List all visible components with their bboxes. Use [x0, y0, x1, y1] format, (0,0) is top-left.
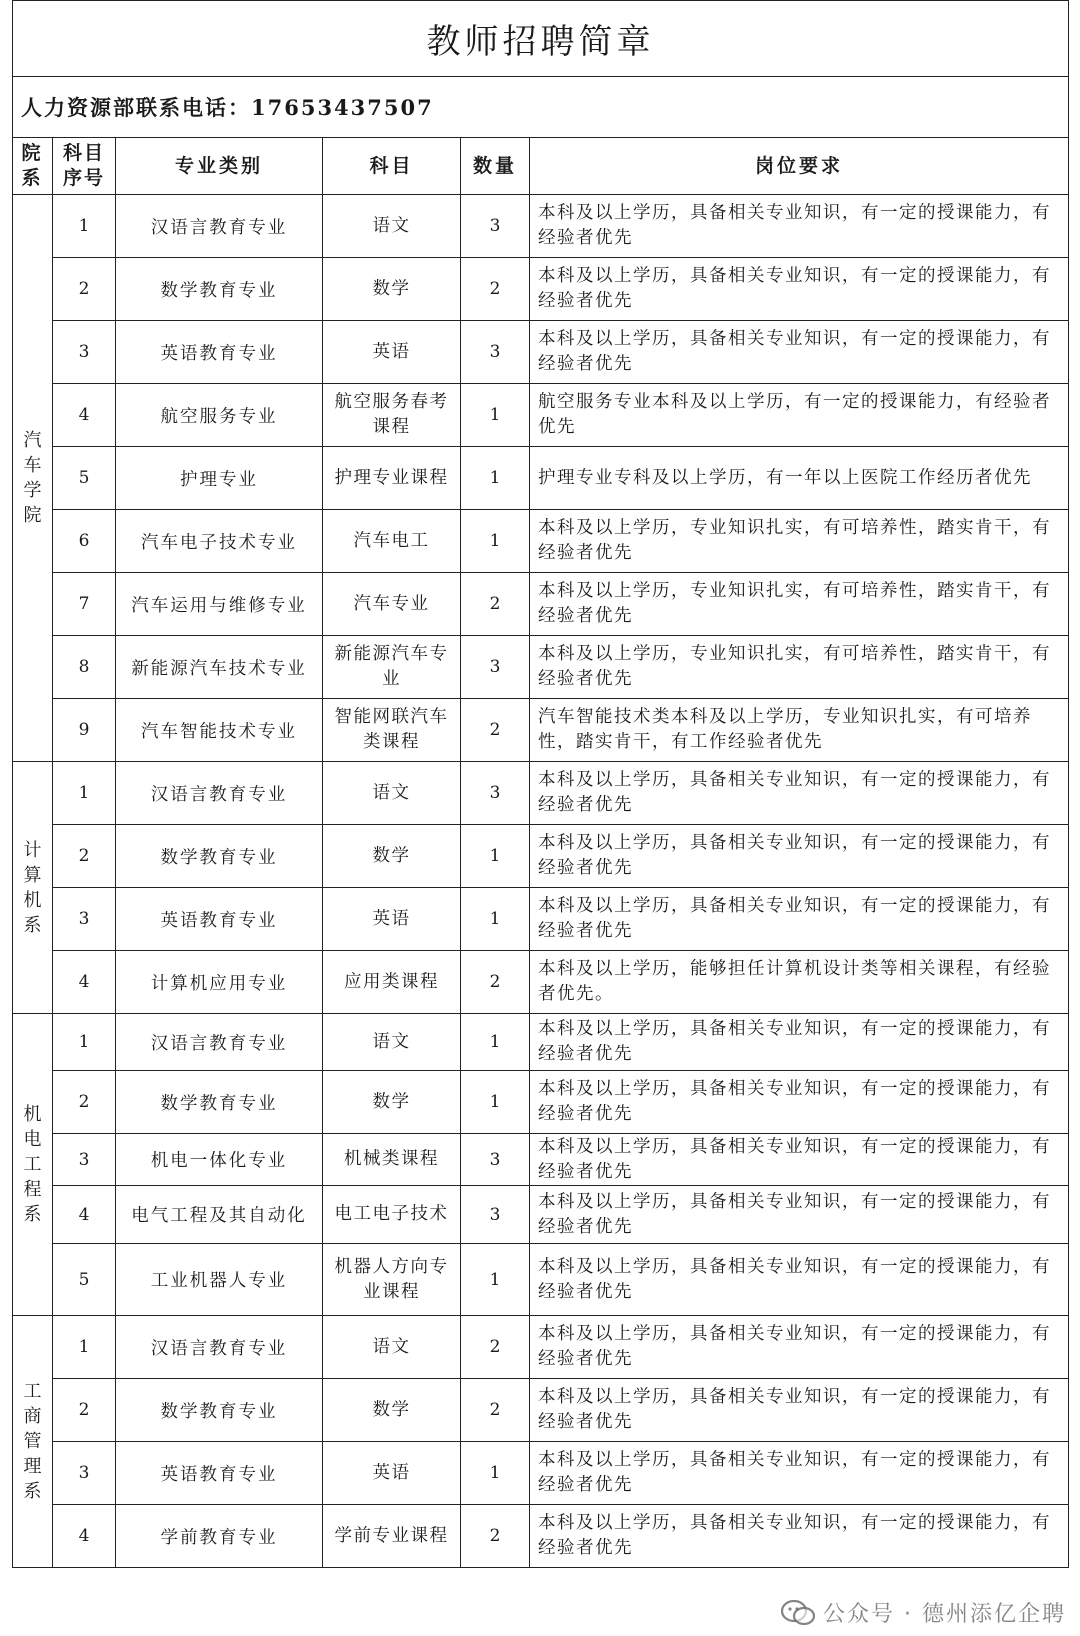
position-requirement: 本科及以上学历，具备相关专业知识，有一定的授课能力，有经验者优先 [530, 195, 1069, 258]
table-row [13, 636, 1069, 699]
position-requirement: 航空服务专业本科及以上学历，有一定的授课能力，有经验者优先 [530, 384, 1069, 447]
position-count: 1 [461, 825, 530, 888]
position-count: 1 [461, 1244, 530, 1316]
subject-number: 5 [53, 1244, 116, 1316]
position-count: 3 [461, 321, 530, 384]
subject-name: 汽车专业 [323, 573, 461, 636]
position-requirement: 本科及以上学历，具备相关专业知识，有一定的授课能力，有经验者优先 [530, 762, 1069, 825]
table-row [13, 1505, 1069, 1568]
header-requirement: 岗位要求 [530, 138, 1069, 195]
table-header-row [13, 138, 1069, 195]
major-category: 汉语言教育专业 [116, 195, 323, 258]
table-row [13, 1186, 1069, 1244]
position-requirement: 汽车智能技术类本科及以上学历，专业知识扎实，有可培养性，踏实肯干，有工作经验者优先 [530, 699, 1069, 762]
table-row [13, 888, 1069, 951]
department-name: 机电工程系 [23, 1104, 42, 1225]
position-count: 2 [461, 1505, 530, 1568]
subject-number: 2 [53, 1071, 116, 1134]
position-requirement: 本科及以上学历，具备相关专业知识，有一定的授课能力，有经验者优先 [530, 258, 1069, 321]
position-requirement: 本科及以上学历，具备相关专业知识，有一定的授课能力，有经验者优先 [530, 1316, 1069, 1379]
subject-name: 航空服务春考课程 [323, 384, 461, 447]
recruitment-table [12, 0, 1069, 1568]
position-count: 1 [461, 510, 530, 573]
position-requirement: 本科及以上学历，具备相关专业知识，有一定的授课能力，有经验者优先 [530, 1134, 1069, 1186]
header-dept [13, 138, 53, 195]
table-row [13, 573, 1069, 636]
table-row [13, 1134, 1069, 1186]
position-count: 2 [461, 258, 530, 321]
position-requirement: 护理专业专科及以上学历，有一年以上医院工作经历者优先 [530, 447, 1069, 510]
major-category: 护理专业 [116, 447, 323, 510]
subject-name: 护理专业课程 [323, 447, 461, 510]
table-row [13, 447, 1069, 510]
subject-number: 4 [53, 1505, 116, 1568]
table-row [13, 1316, 1069, 1379]
major-category: 汽车运用与维修专业 [116, 573, 323, 636]
subject-number: 3 [53, 1134, 116, 1186]
position-requirement: 本科及以上学历，具备相关专业知识，有一定的授课能力，有经验者优先 [530, 321, 1069, 384]
position-count: 3 [461, 1134, 530, 1186]
position-count: 3 [461, 762, 530, 825]
header-dept-label: 院系 [21, 142, 44, 189]
major-category: 计算机应用专业 [116, 951, 323, 1014]
subject-name: 新能源汽车专业 [323, 636, 461, 699]
major-category: 电气工程及其自动化 [116, 1186, 323, 1244]
position-count: 3 [461, 636, 530, 699]
major-category: 数学教育专业 [116, 825, 323, 888]
position-requirement: 本科及以上学历，具备相关专业知识，有一定的授课能力，有经验者优先 [530, 1379, 1069, 1442]
table-row [13, 1442, 1069, 1505]
header-count: 数量 [461, 138, 530, 195]
position-count: 3 [461, 1186, 530, 1244]
position-count: 2 [461, 1316, 530, 1379]
watermark [781, 1597, 1066, 1628]
subject-number: 1 [53, 195, 116, 258]
recruitment-sheet [12, 0, 1068, 1568]
subject-number: 9 [53, 699, 116, 762]
position-requirement: 本科及以上学历，具备相关专业知识，有一定的授课能力，有经验者优先 [530, 1442, 1069, 1505]
position-count: 3 [461, 195, 530, 258]
subject-number: 4 [53, 951, 116, 1014]
major-category: 英语教育专业 [116, 1442, 323, 1505]
position-requirement: 本科及以上学历，具备相关专业知识，有一定的授课能力，有经验者优先 [530, 888, 1069, 951]
wechat-icon [781, 1599, 815, 1627]
subject-name: 机器人方向专业课程 [323, 1244, 461, 1316]
table-row [13, 1244, 1069, 1316]
position-count: 1 [461, 1071, 530, 1134]
position-requirement: 本科及以上学历，专业知识扎实，有可培养性，踏实肯干，有经验者优先 [530, 573, 1069, 636]
subject-name: 汽车电工 [323, 510, 461, 573]
major-category: 新能源汽车技术专业 [116, 636, 323, 699]
department-name: 计算机系 [23, 839, 42, 936]
subject-name: 英语 [323, 1442, 461, 1505]
subject-name: 智能网联汽车类课程 [323, 699, 461, 762]
watermark-text: 公众号 · 德州添亿企聘 [823, 1602, 1066, 1627]
subject-number: 4 [53, 1186, 116, 1244]
subject-number: 2 [53, 1379, 116, 1442]
subject-number: 6 [53, 510, 116, 573]
subject-number: 4 [53, 384, 116, 447]
subject-number: 2 [53, 258, 116, 321]
subject-number: 3 [53, 321, 116, 384]
subject-number: 1 [53, 1014, 116, 1071]
major-category: 工业机器人专业 [116, 1244, 323, 1316]
major-category: 汽车智能技术专业 [116, 699, 323, 762]
subject-number: 2 [53, 825, 116, 888]
subject-name: 语文 [323, 1014, 461, 1071]
position-count: 1 [461, 384, 530, 447]
subject-name: 学前专业课程 [323, 1505, 461, 1568]
table-row [13, 825, 1069, 888]
subject-name: 语文 [323, 195, 461, 258]
subject-name: 英语 [323, 321, 461, 384]
department-cell [13, 1014, 53, 1316]
position-count: 1 [461, 447, 530, 510]
position-requirement: 本科及以上学历，具备相关专业知识，有一定的授课能力，有经验者优先 [530, 1014, 1069, 1071]
header-subject: 科目 [323, 138, 461, 195]
subject-number: 3 [53, 1442, 116, 1505]
table-row [13, 1071, 1069, 1134]
position-count: 2 [461, 573, 530, 636]
major-category: 汽车电子技术专业 [116, 510, 323, 573]
position-requirement: 本科及以上学历，具备相关专业知识，有一定的授课能力，有经验者优先 [530, 1186, 1069, 1244]
major-category: 学前教育专业 [116, 1505, 323, 1568]
major-category: 航空服务专业 [116, 384, 323, 447]
major-category: 汉语言教育专业 [116, 1316, 323, 1379]
subject-number: 8 [53, 636, 116, 699]
subject-name: 数学 [323, 825, 461, 888]
major-category: 数学教育专业 [116, 1071, 323, 1134]
subject-number: 1 [53, 762, 116, 825]
subject-name: 语文 [323, 1316, 461, 1379]
major-category: 机电一体化专业 [116, 1134, 323, 1186]
table-row [13, 321, 1069, 384]
major-category: 汉语言教育专业 [116, 1014, 323, 1071]
position-requirement: 本科及以上学历，具备相关专业知识，有一定的授课能力，有经验者优先 [530, 1505, 1069, 1568]
subject-name: 数学 [323, 258, 461, 321]
table-row [13, 762, 1069, 825]
subject-name: 数学 [323, 1379, 461, 1442]
subject-name: 应用类课程 [323, 951, 461, 1014]
position-count: 1 [461, 1014, 530, 1071]
position-requirement: 本科及以上学历，专业知识扎实，有可培养性，踏实肯干，有经验者优先 [530, 510, 1069, 573]
position-requirement: 本科及以上学历，专业知识扎实，有可培养性，踏实肯干，有经验者优先 [530, 636, 1069, 699]
subject-name: 语文 [323, 762, 461, 825]
page-title: 教师招聘简章 [13, 1, 1069, 77]
department-name: 汽车学院 [23, 430, 42, 526]
department-cell [13, 762, 53, 1014]
table-row [13, 1014, 1069, 1071]
subject-name: 机械类课程 [323, 1134, 461, 1186]
table-row [13, 951, 1069, 1014]
table-row [13, 384, 1069, 447]
major-category: 英语教育专业 [116, 888, 323, 951]
major-category: 英语教育专业 [116, 321, 323, 384]
position-count: 2 [461, 1379, 530, 1442]
position-count: 1 [461, 888, 530, 951]
department-name: 工商管理系 [23, 1381, 42, 1502]
position-count: 1 [461, 1442, 530, 1505]
subject-name: 电工电子技术 [323, 1186, 461, 1244]
header-no-label: 科目序号 [62, 142, 105, 189]
major-category: 数学教育专业 [116, 258, 323, 321]
major-category: 汉语言教育专业 [116, 762, 323, 825]
table-row [13, 195, 1069, 258]
table-row [13, 510, 1069, 573]
position-requirement: 本科及以上学历，能够担任计算机设计类等相关课程，有经验者优先。 [530, 951, 1069, 1014]
header-major: 专业类别 [116, 138, 323, 195]
position-count: 2 [461, 951, 530, 1014]
department-cell [13, 195, 53, 762]
subject-number: 3 [53, 888, 116, 951]
table-row [13, 258, 1069, 321]
subject-number: 5 [53, 447, 116, 510]
contact-phone: 人力资源部联系电话：17653437507 [13, 77, 1069, 138]
table-row [13, 699, 1069, 762]
position-count: 2 [461, 699, 530, 762]
major-category: 数学教育专业 [116, 1379, 323, 1442]
position-requirement: 本科及以上学历，具备相关专业知识，有一定的授课能力，有经验者优先 [530, 1071, 1069, 1134]
position-requirement: 本科及以上学历，具备相关专业知识，有一定的授课能力，有经验者优先 [530, 1244, 1069, 1316]
table-row [13, 1379, 1069, 1442]
header-no [53, 138, 116, 195]
subject-name: 英语 [323, 888, 461, 951]
subject-number: 7 [53, 573, 116, 636]
position-requirement: 本科及以上学历，具备相关专业知识，有一定的授课能力，有经验者优先 [530, 825, 1069, 888]
subject-number: 1 [53, 1316, 116, 1379]
subject-name: 数学 [323, 1071, 461, 1134]
department-cell [13, 1316, 53, 1568]
